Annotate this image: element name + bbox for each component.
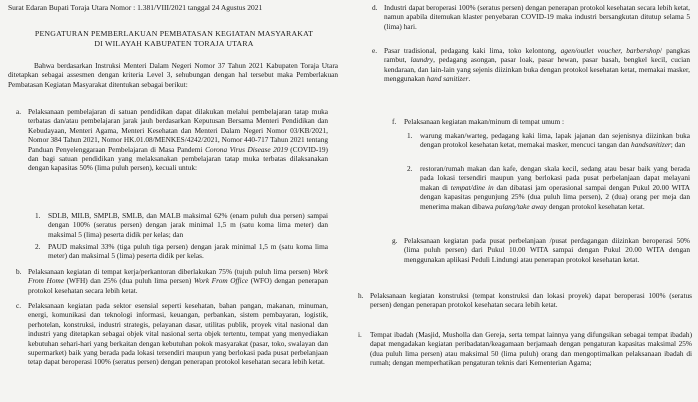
list-item-text: Pelaksanaan pembelajaran di satuan pendidikan dapat dilakukan melalui pembelajaran tatap muka terbatas dan/atau pembelajaran jarak jauh berdasarkan Keputusan Bersama Menteri Pendidikan dan Kebudayaan, Menteri Agama, Menteri Kesehatan dan Menteri Dalam Negeri Nomor 03/KB/2021, Nomor 384 Tahun 2021, Nomor HK.01.08/MENKES/4242/2021, Nomor 440-717 Tahun 2021 tentang Panduan Penyelenggaraan Pembelajaran di Masa Pandemi Corona Virus Disease 2019 (COVID-19) dan bagi satuan pendidikan yang melaksanakan pembelajaran tatap muka terbatas dilaksanakan dengan kapasitas 50% (lima puluh persen), kecuali untuk: [28,107,328,173]
list-item-text: Pasar tradisional, pedagang kaki lima, toko kelontong, agen/outlet voucher, barbershop/ pangkas rambut, laundry, pedagang asongan, pasar loak, pasar hewan, pasar basah, bengkel kecil, cucian kendaraan, dan lain-lain yang sejenis diizinkan buka dengan protokol kesehatan ketat, memakai masker, menggunakan hand sanitizer. [384,46,691,84]
list-marker: h. [358,291,364,300]
list-item-text: Industri dapat beroperasi 100% (seratus persen) dengan penerapan protokol kesehatan secara lebih ketat, namun apabila ditemukan klaster penyebaran COVID-19 maka industri bersangkutan ditutup selama 5 (lima) hari. [384,3,690,31]
list-item-e [372,46,691,84]
list-marker: a. [16,107,22,116]
list-item-i [358,330,692,368]
list-item-b [16,267,329,295]
intro-paragraph: Bahwa berdasarkan Instruksi Menteri Dalam Negeri Nomor 37 Tahun 2021 Kabupaten Toraja Utara ditetapkan sebagai assesmen dengan kriteria Level 3, sehubungan dengan hal tersebut maka Pemberlakuan Pembatasan Kegiatan Masyarakat ditentukan sebagai berikut: [8,61,338,89]
list-item-text: Pelaksanaan kegiatan pada pusat perbelanjaan /pusat perdagangan diizinkan beroperasi 50% (lima puluh persen) dari Pukul 10.00 WITA sampai dengan Pukul 20.00 WITA dengan menggunakan aplikasi Peduli Lindungi atau penerapan protokol kesehatan ketat. [404,236,690,264]
list-item-text: Pelaksanaan kegiatan konstruksi (tempat konstruksi dan lokasi proyek) dapat beroperasi 100% (seratus persen) dengan penerapan protokol kesehatan secara lebih ketat. [370,291,692,310]
list-subitem-f2 [407,164,691,211]
list-subitem-a2 [35,242,328,261]
list-subitem-f1 [407,131,690,150]
list-item-text: Pelaksanaan kegiatan di tempat kerja/perkantoran diberlakukan 75% (tujuh puluh lima persen) Work From Home (WFH) dan 25% (dua puluh lima persen) Work From Office (WFO) dengan penerapan protokol kesehatan secara lebih ketat. [28,267,329,295]
list-item-text: Pelaksanaan kegiatan makan/minum di tempat umum : [404,117,565,126]
document-subtitle: DI WILAYAH KABUPATEN TORAJA UTARA [94,39,254,48]
list-marker: 2. [35,242,41,251]
list-marker: 1. [407,131,413,140]
list-marker: b. [16,267,22,276]
list-marker: c. [16,301,22,310]
list-marker: d. [372,3,378,12]
list-item-text: Pelaksanaan kegiatan pada sektor esensial seperti kesehatan, bahan pangan, makanan, minuman, energi, komunikasi dan teknologi informasi, keuangan, perbankan, sistem pembayaran, logistik, perhotelan, konstruksi, industri strategis, pelayanan dasar, utilitas publik, proyek vital nasional dan industri yang ditetapkan sebagai objek vital nasional serta objek tertentu, tempat yang menyediakan kebutuhan sehari-hari yang berkaitan dengan kebutuhan pokok masyarakat (pasar, toko, swalayan dan supermarket) baik yang berada pada lokasi tersendiri maupun yang berlokasi pada pusat perbelanjaan tetap dapat beroperasi 100% (seratus persen) dengan penerapan protokol kesehatan secara lebih ketat. [28,301,328,367]
list-marker: f. [392,117,397,126]
list-marker: 2. [407,164,413,173]
list-marker: i. [358,330,362,339]
list-item-a [16,107,328,173]
list-item-g [392,236,690,264]
list-item-text: warung makan/warteg, pedagang kaki lima, lapak jajanan dan sejenisnya diizinkan buka dengan protokol kesehatan ketat, memakai masker, mencuci tangan dan handsanitizer; dan [420,131,690,150]
list-subitem-a1 [35,211,328,239]
list-item-text: restoran/rumah makan dan kafe, dengan skala kecil, sedang atau besar baik yang berada pada lokasi tersendiri maupun yang berlokasi pada pusat perbelanjaan dapat melayani makan di tempat/dine in dan dibatasi jam operasional sampai dengan Pukul 20.00 WITA dengan kapasitas pengunjung 25% (dua puluh lima persen), 2 (dua) orang per meja dan menerima makan dibawa pulang/take away dengan protokol kesehatan ketat. [420,164,691,211]
list-item-f [392,117,690,126]
list-marker: g. [392,236,398,245]
reference-header: Surat Edaran Bupati Toraja Utara Nomor : 1.381/VIII/2021 tanggal 24 Agustus 2021 [8,3,263,12]
list-marker: e. [372,46,378,55]
list-marker: 1. [35,211,41,220]
list-item-c [16,301,328,367]
list-item-h [358,291,692,310]
document-title: PENGATURAN PEMBERLAKUAN PEMBATASAN KEGIATAN MASYARAKAT [34,29,314,38]
list-item-d [372,3,690,31]
list-item-text: Tempat ibadah (Masjid, Musholla dan Gereja, serta tempat lainnya yang difungsikan sebagai tempat ibadah) dapat mengadakan kegiatan peribadatan/keagamaan berjamaah dengan pengaturan kapasitas maksimal 25% (dua puluh lima persen) atau maksimal 50 (lima puluh) orang dan mengoptimalkan pelaksanaan ibadah di rumah; dengan memperhatikan pengaturan teknis dari Kementerian Agama; [370,330,692,368]
list-item-text: PAUD maksimal 33% (tiga puluh tiga persen) dengan jarak minimal 1,5 m (satu koma lima meter) dan maksimal 5 (lima) peserta didik per kelas. [48,242,328,261]
list-item-text: SDLB, MILB, SMPLB, SMLB, dan MALB maksimal 62% (enam puluh dua persen) sampai dengan 100% (seratus persen) dengan jarak minimal 1,5 m (satu koma lima meter) dan maksimal 5 (lima) peserta didik per kelas; dan [48,211,328,239]
